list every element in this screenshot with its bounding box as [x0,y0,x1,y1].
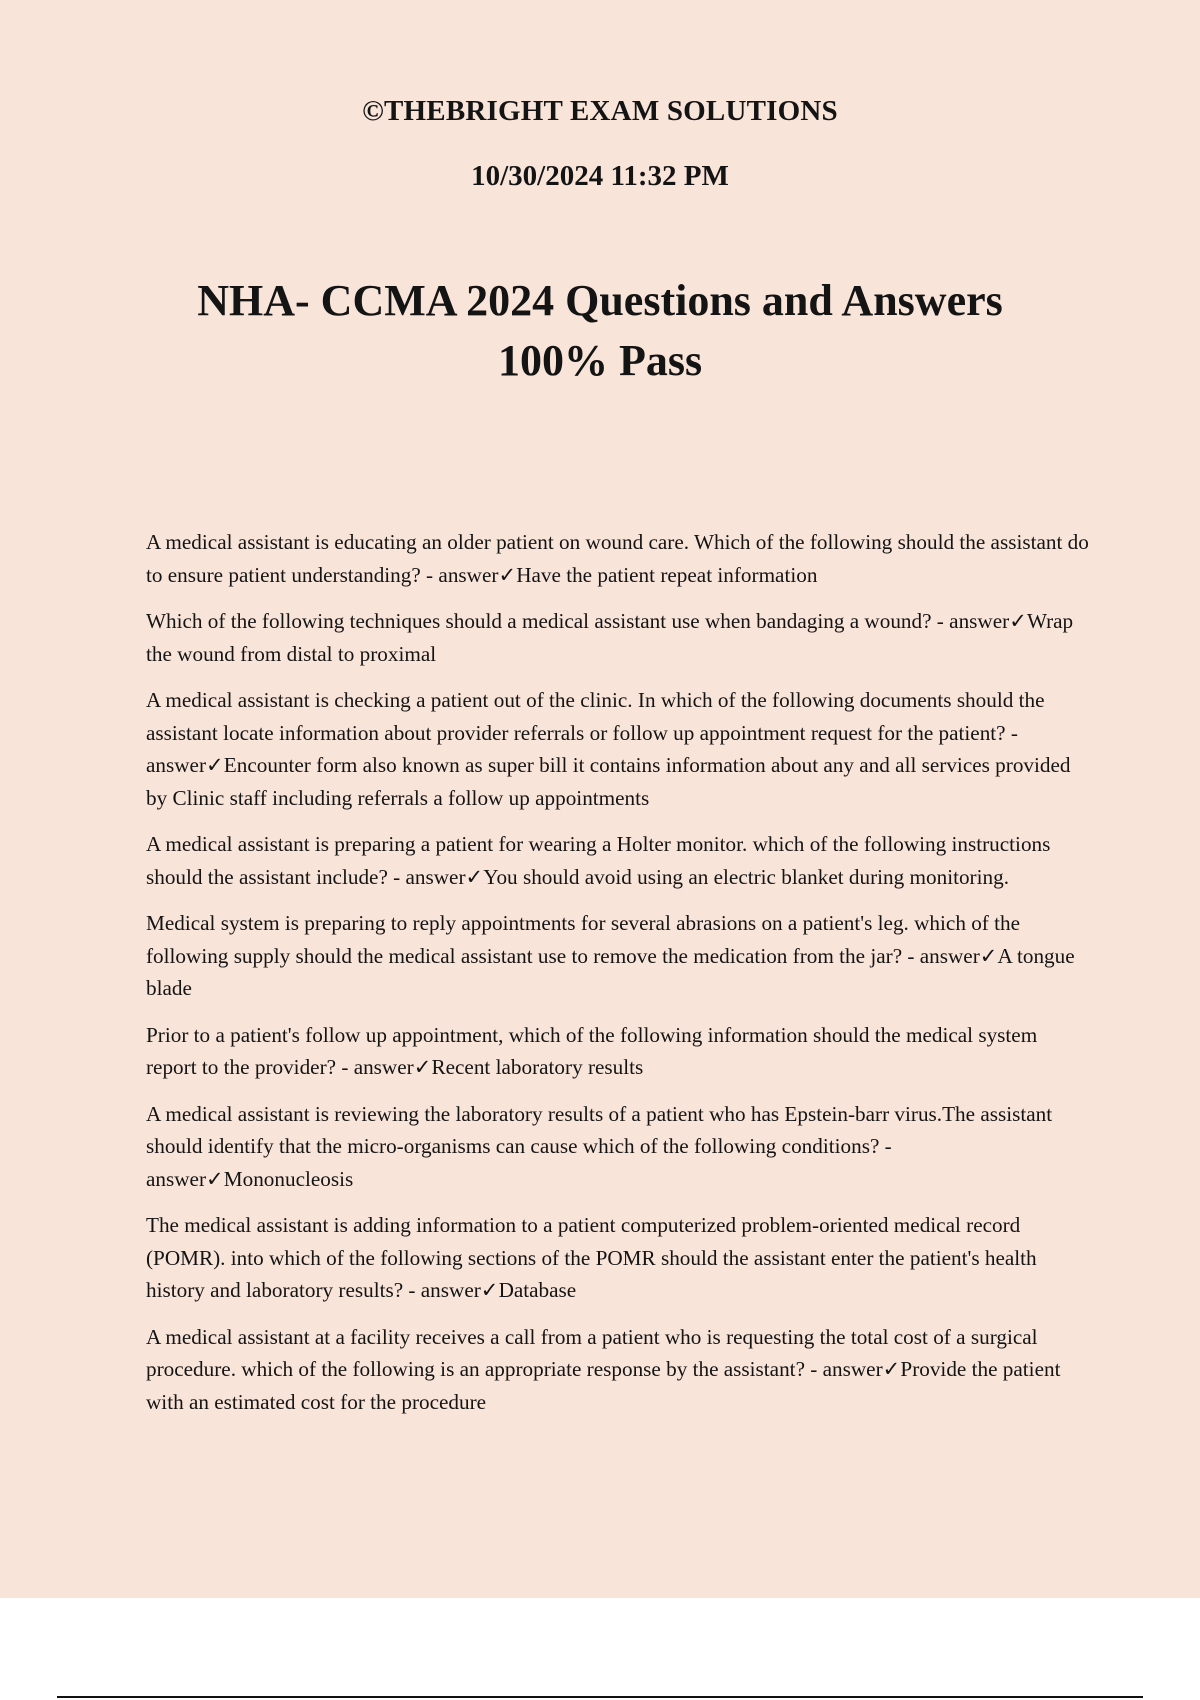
question-text: Prior to a patient's follow up appointment, which of the following information should the medical system report to the provider? - [146,1022,1038,1079]
answer-text: Database [498,1278,577,1302]
title-line-1: NHA- CCMA 2024 Questions and Answers [197,276,1003,325]
answer-label: answer [420,1278,481,1302]
brand-header: ©THEBRIGHT EXAM SOLUTIONS [362,95,838,127]
answer-label: answer [822,1357,883,1381]
check-mark-icon: ✓ [498,562,517,587]
check-mark-icon: ✓ [465,864,484,889]
answer-text: Encounter form also known as super bill it contains information about any and all services provided by Clinic staff including referrals a follow up appointments [146,753,1071,810]
qa-item [146,907,1091,1005]
answer-text: Recent laboratory results [431,1055,644,1079]
qa-item [146,1209,1091,1307]
question-text: Which of the following techniques should a medical assistant use when bandaging a wound? - [146,609,950,633]
question-text: A medical assistant is educating an older patient on wound care. Which of the following should the assistant do to ensure patient understanding? - [146,530,1089,587]
document-title [0,271,1200,391]
check-mark-icon: ✓ [1009,609,1027,633]
qa-list [146,526,1091,1432]
question-text: A medical assistant at a facility receives a call from a patient who is requesting the total cost of a surgical procedure. which of the following is an appropriate response by the assistant? - [146,1324,1038,1381]
qa-item [146,684,1091,814]
answer-text: You should avoid using an electric blanket during monitoring. [483,864,1009,889]
check-mark-icon: ✓ [206,753,224,777]
check-mark-icon: ✓ [882,1357,901,1381]
qa-item [146,1098,1091,1196]
question-text: A medical assistant is checking a patient out of the clinic. In which of the following documents should the assistant locate information about provider referrals or follow up appointment request for the patient? - [146,688,1045,745]
answer-label: answer [146,753,207,777]
qa-item [146,526,1091,591]
qa-item [146,605,1091,670]
check-mark-icon: ✓ [413,1055,432,1079]
qa-item [146,1019,1091,1084]
check-mark-icon: ✓ [206,1166,224,1191]
answer-text: A tongue blade [146,943,1075,1000]
check-mark-icon: ✓ [979,943,998,968]
answer-label: answer [919,943,980,968]
question-text: The medical assistant is adding information to a patient computerized problem-oriented medical record (POMR). into which of the following sections of the POMR should the assistant enter the patient's health history and laboratory results? - [146,1213,1037,1302]
answer-text: Wrap the wound from distal to proximal [146,609,1074,666]
answer-label: answer [405,864,466,889]
check-mark-icon: ✓ [480,1278,499,1302]
question-text: Medical system is preparing to reply appointments for several abrasions on a patient's leg. which of the following supply should the medical assistant use to remove the medication from the jar? - [146,911,1021,968]
title-line-2: 100% Pass [497,336,703,385]
page-divider [57,1696,1143,1698]
answer-text: Provide the patient with an estimated cost for the procedure [146,1357,1061,1414]
qa-item [146,1321,1091,1419]
document-datetime: 10/30/2024 11:32 PM [471,160,729,192]
answer-label: answer [353,1055,414,1079]
answer-text: Have the patient repeat information [516,562,818,587]
answer-label: answer [438,562,499,587]
answer-label: answer [146,1166,207,1191]
qa-item [146,828,1091,893]
question-text: A medical assistant is preparing a patient for wearing a Holter monitor. which of the following instructions should the assistant include? - [146,832,1051,889]
answer-label: answer [949,609,1010,633]
question-text: A medical assistant is reviewing the laboratory results of a patient who has Epstein-barr virus.The assistant should identify that the micro-organisms can cause which of the following conditions? - [146,1101,1053,1158]
answer-text: Mononucleosis [223,1166,354,1191]
